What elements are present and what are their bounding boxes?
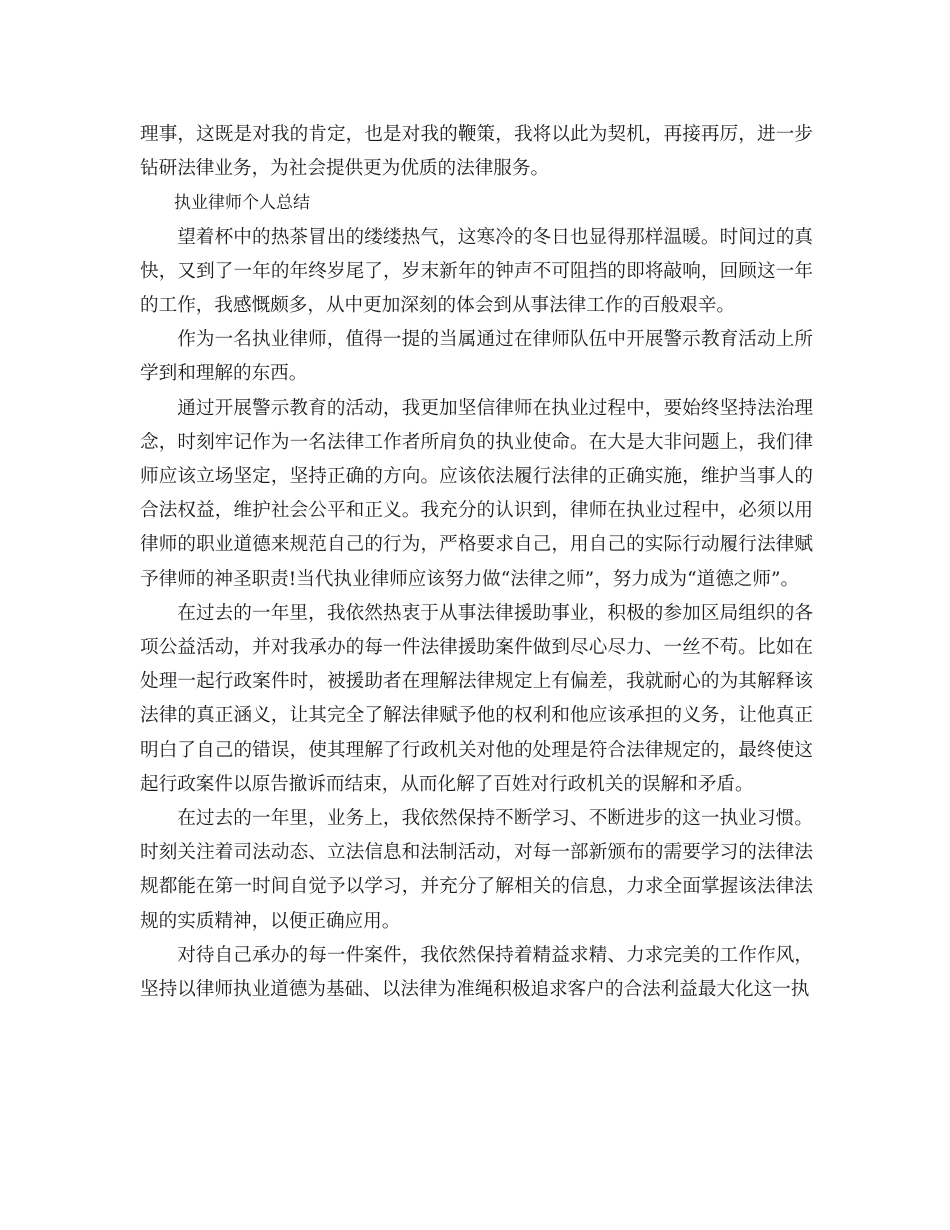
paragraph: 在过去的一年里，我依然热衷于从事法律援助事业，积极的参加区局组织的各项公益活动，并对我承办的每一件法律援助案件做到尽心尽力、一丝不苟。比如在处理一起行政案件时，被援助者在理解法律规定上有偏差，我就耐心的为其解释该法律的真正涵义，让其完全了解法律赋予他的权利和他应该承担的义务，让他真正明白了自己的错误，使其理解了行政机关对他的处理是符合法律规定的，最终使这起行政案件以原告撤诉而结束，从而化解了百姓对行政机关的误解和矛盾。 [140,602,813,795]
paragraph: 作为一名执业律师，值得一提的当属通过在律师队伍中开展警示教育活动上所学到和理解的东西。 [140,329,813,385]
paragraph: 望着杯中的热茶冒出的缕缕热气，这寒冷的冬日也显得那样温暖。时间过的真快，又到了一年的年终岁尾了，岁末新年的钟声不可阻挡的即将敲响，回顾这一年的工作，我感慨颇多，从中更加深刻的体会到从事法律工作的百般艰辛。 [140,226,813,317]
paragraph: 通过开展警示教育的活动，我更加坚信律师在执业过程中，要始终坚持法治理念，时刻牢记作为一名法律工作者所肩负的执业使命。在大是大非问题上，我们律师应该立场坚定，坚持正确的方向。应该依法履行法律的正确实施，维护当事人的合法权益，维护社会公平和正义。我充分的认识到，律师在执业过程中，必须以用律师的职业道德来规范自己的行为，严格要求自己，用自己的实际行动履行法律赋予律师的神圣职责!当代执业律师应该努力做“法律之师”，努力成为“道德之师”。 [140,397,813,590]
paragraph-continuation: 理事，这既是对我的肯定，也是对我的鞭策，我将以此为契机，再接再厉，进一步钻研法律业务，为社会提供更为优质的法律服务。 [140,124,813,180]
paragraph: 在过去的一年里，业务上，我依然保持不断学习、不断进步的这一执业习惯。时刻关注着司法动态、立法信息和法制活动，对每一部新颁布的需要学习的法律法规都能在第一时间自觉予以学习，并充分了解相关的信息，力求全面掌握该法律法规的实质精神，以便正确应用。 [140,808,813,932]
paragraph: 对待自己承办的每一件案件，我依然保持着精益求精、力求完美的工作作风，坚持以律师执业道德为基础、以法律为准绳积极追求客户的合法利益最大化这一执 [140,944,813,1001]
document-page [140,118,813,1007]
section-heading: 执业律师个人总结 [174,193,310,214]
